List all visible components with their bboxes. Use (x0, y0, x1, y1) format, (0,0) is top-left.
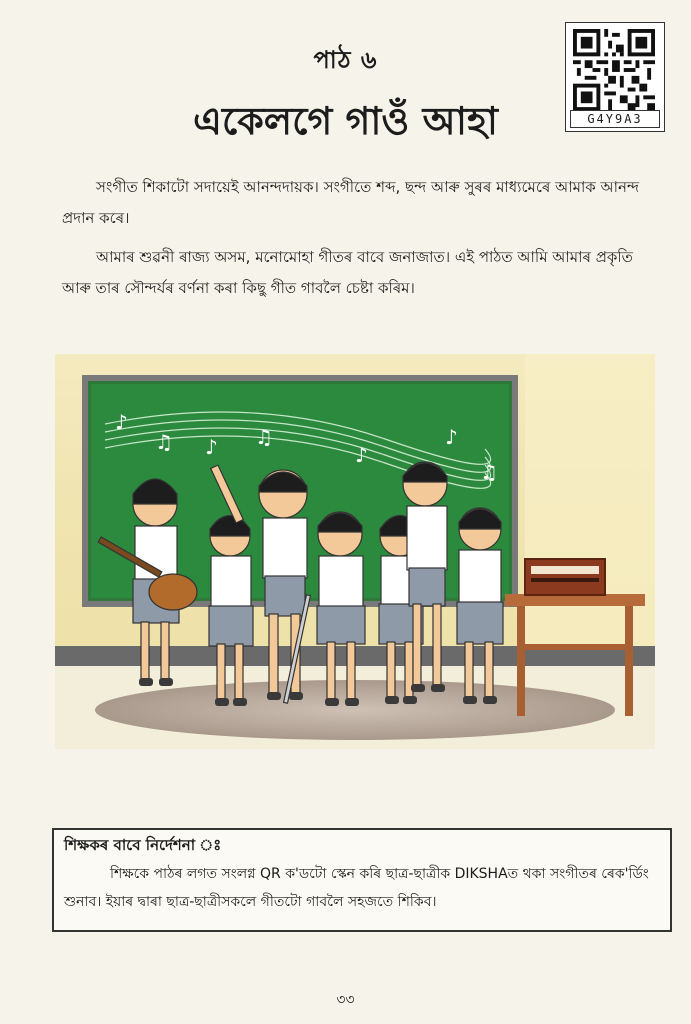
qr-code-box[interactable] (565, 22, 665, 132)
svg-text:♪: ♪ (445, 425, 458, 449)
svg-text:♪: ♪ (205, 435, 218, 459)
page-number: ৩৩ (336, 992, 355, 1008)
svg-text:♫: ♫ (480, 460, 498, 484)
teacher-instructions-heading: শিক্ষকৰ বাবে নিৰ্দেশনা ঃ (64, 836, 222, 854)
lesson-title: একেলগে গাওঁ আহা (193, 99, 498, 143)
intro-paragraph-1: সংগীত শিকাটো সদায়েই আনন্দদায়ক। সংগীতে শব্দ, ছন্দ আৰু সুৰৰ মাধ্যমেৰে আমাক আনন্দ প্ৰদান কৰে। (62, 178, 640, 227)
children-singing-illustration (55, 354, 655, 749)
teacher-instructions-box (52, 828, 672, 932)
svg-text:♪: ♪ (115, 410, 128, 434)
svg-text:♫: ♫ (255, 425, 273, 449)
svg-text:♪: ♪ (355, 443, 368, 467)
svg-text:♫: ♫ (155, 430, 173, 454)
teacher-instructions-text: শিক্ষকে পাঠৰ লগত সংলগ্ন QR ক'ডটো স্কেন কৰি ছাত্ৰ-ছাত্ৰীক DIKSHAত থকা সংগীতৰ ৰেক'ৰ্ডিং শুনাব। ইয়াৰ দ্বাৰা ছাত্ৰ-ছাত্ৰীসকলে গীতটো গাবলৈ সহজতে শিকিব। (64, 866, 649, 910)
qr-code-icon (572, 29, 656, 111)
intro-paragraph-2: আমাৰ শুৱনী ৰাজ্য অসম, মনোমোহা গীতৰ বাবে জনাজাত। এই পাঠত আমি আমাৰ প্ৰকৃতি আৰু তাৰ সৌন্দৰ্যৰ বৰ্ণনা কৰা কিছু গীত গাবলৈ চেষ্টা কৰিম। (62, 248, 633, 297)
lesson-number: পাঠ ৬ (313, 46, 378, 74)
qr-code-label: G4Y9A3 (570, 110, 660, 128)
